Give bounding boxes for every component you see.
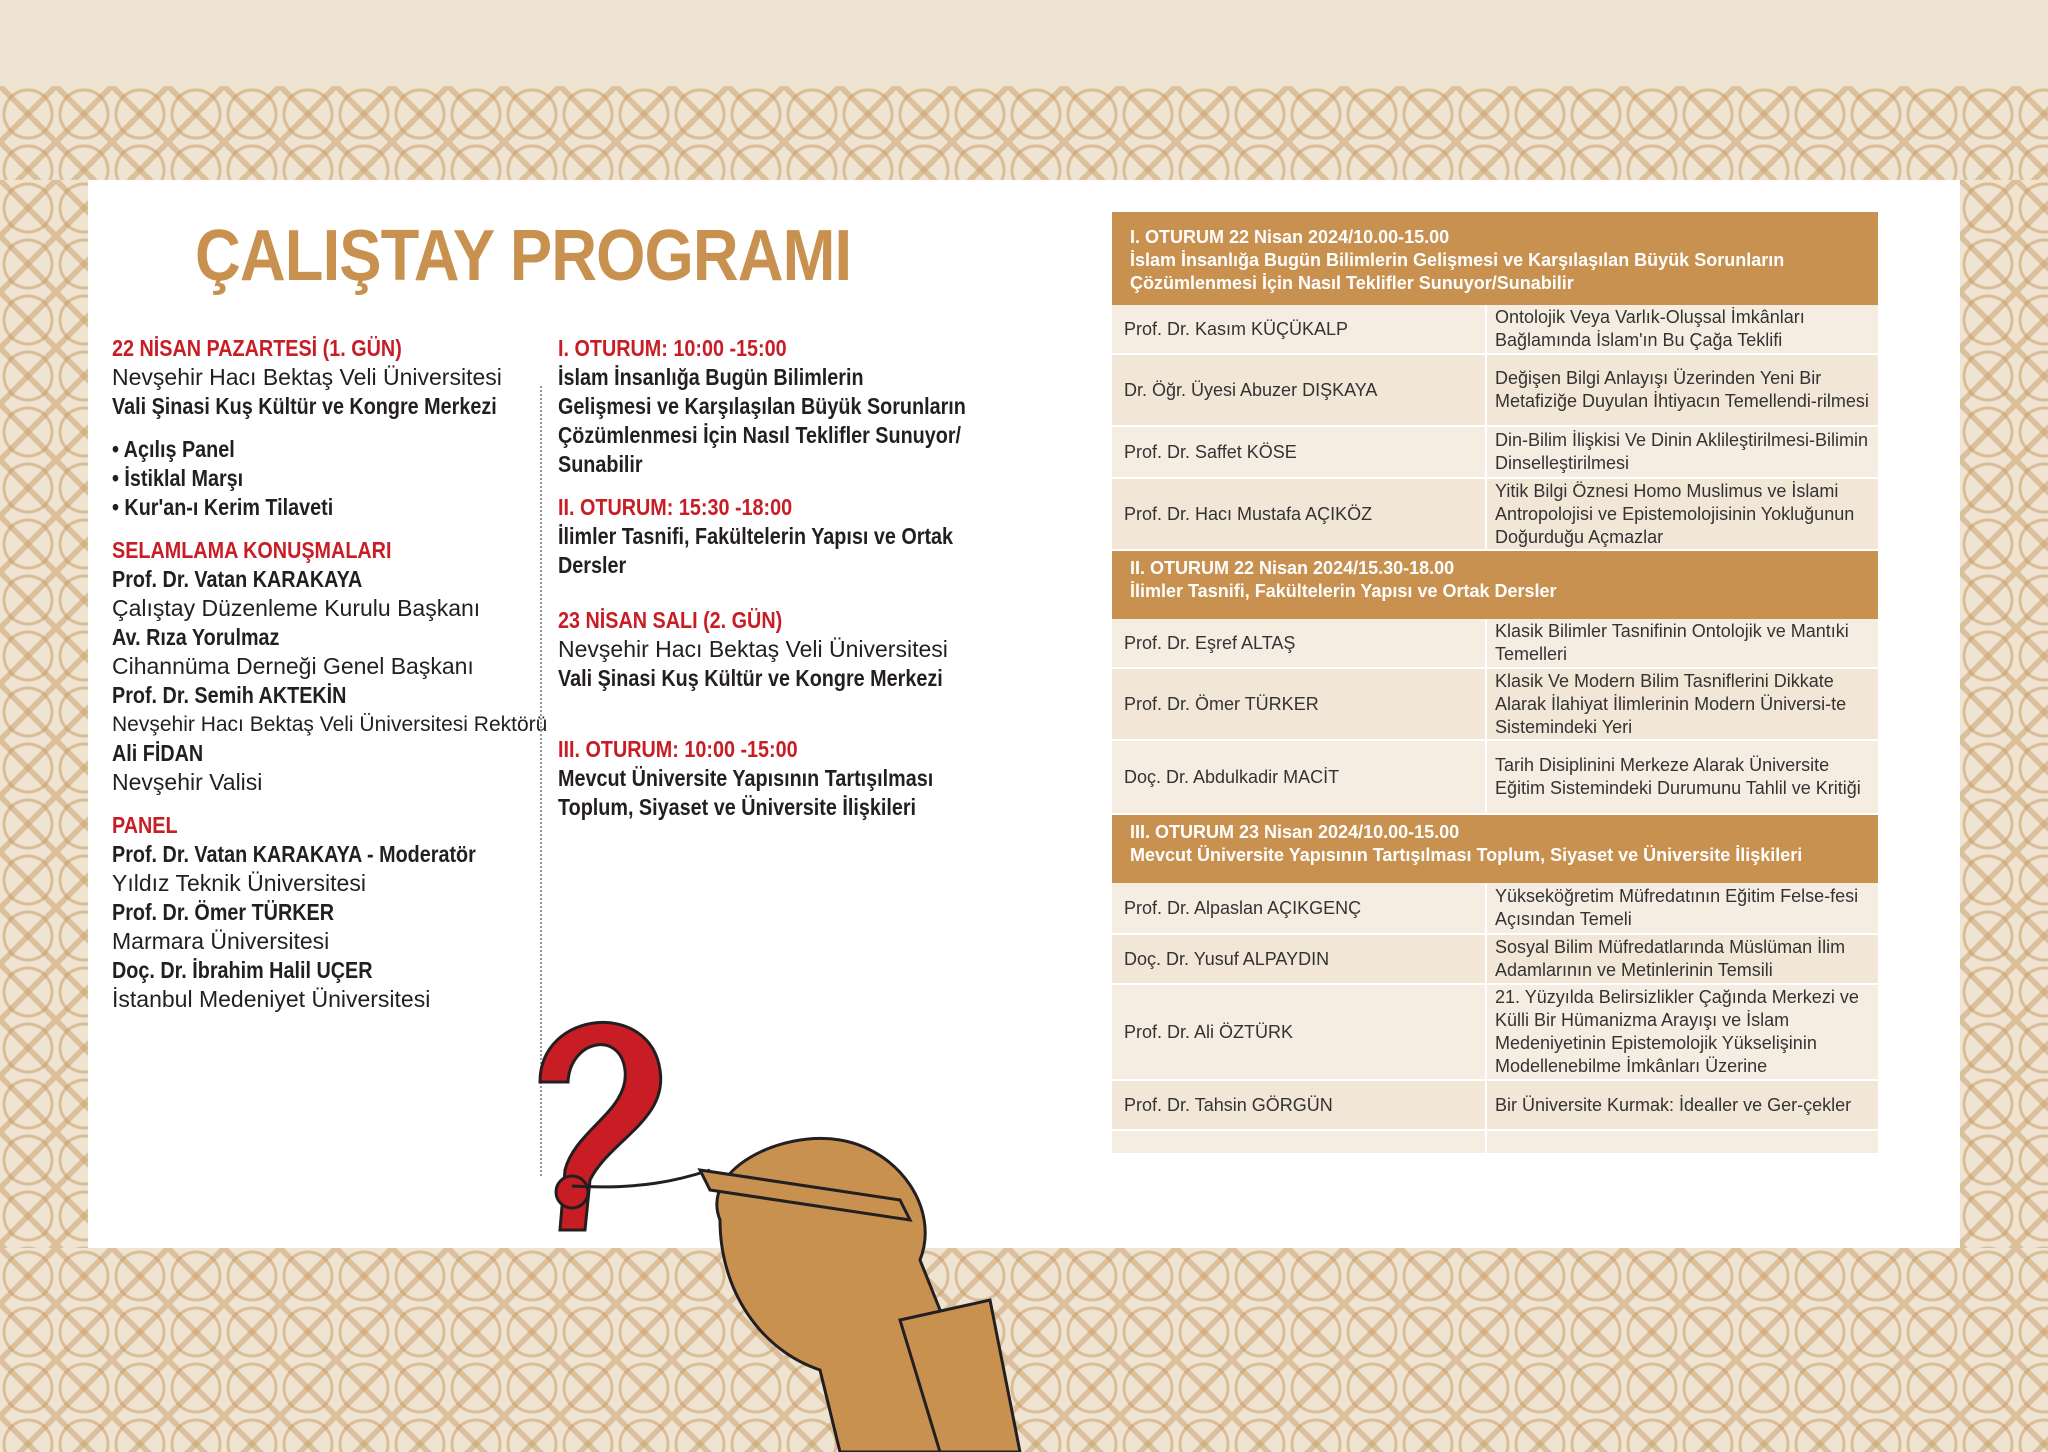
day1-venue-1: Nevşehir Hacı Bektaş Veli Üniversitesi (112, 364, 502, 390)
session-header (1112, 551, 1878, 619)
panelist-name: Prof. Dr. Ömer TÜRKER (112, 899, 335, 925)
speaker-name: Prof. Dr. Hacı Mustafa AÇIKÖZ (1112, 479, 1485, 549)
speaker-name: Av. Rıza Yorulmaz (112, 624, 280, 650)
table-row (1112, 427, 1878, 479)
speaker-role: Çalıştay Düzenleme Kurulu Başkanı (112, 595, 481, 621)
session-header-title: Çözümlenmesi İçin Nasıl Teklifler Sunuyor/Sunabilir (1130, 273, 1574, 293)
sessions-column (558, 334, 978, 822)
session-header-title: İslam İnsanlığa Bugün Bilimlerin Gelişmesi ve Karşılaşılan Büyük Sorunların (1130, 250, 1785, 270)
table-row (1112, 305, 1878, 355)
session-1-line: Gelişmesi ve Karşılaşılan Büyük Sorunların (558, 393, 966, 419)
talk-topic: Din-Bilim İlişkisi Ve Dinin Aklileştirilmesi-Bilimin Dinselleştirilmesi (1485, 427, 1878, 477)
greetings-heading: SELAMLAMA KONUŞMALARI (112, 537, 392, 563)
panelist-name: Doç. Dr. İbrahim Halil UÇER (112, 957, 373, 983)
talk-topic: 21. Yüzyılda Belirsizlikler Çağında Merkezi ve Külli Bir Hümanizma Arayışı ve İslam Medeniyetinin Epistemolojik Yükselişinin Modellenebilme İmkânları Üzerine (1485, 985, 1878, 1079)
session-3-heading: III. OTURUM: 10:00 -15:00 (558, 736, 798, 762)
session-1-line: Sunabilir (558, 451, 643, 477)
speaker-role: Nevşehir Valisi (112, 769, 263, 795)
speaker-name: Dr. Öğr. Üyesi Abuzer DIŞKAYA (1112, 355, 1485, 425)
talk-topic: Değişen Bilgi Anlayışı Üzerinden Yeni Bir Metafiziğe Duyulan İhtiyacın Temellendi-rilmesi (1485, 355, 1878, 425)
speaker-name: Doç. Dr. Abdulkadir MACİT (1112, 741, 1485, 813)
sessions-table (1112, 212, 1878, 1155)
table-row (1112, 985, 1878, 1081)
session-header-title: Mevcut Üniversite Yapısının Tartışılması Toplum, Siyaset ve Üniversite İlişkileri (1130, 845, 1803, 865)
panelist-affiliation: Yıldız Teknik Üniversitesi (112, 870, 366, 896)
talk-topic: Yükseköğretim Müfredatının Eğitim Felse-fesi Açısından Temeli (1485, 883, 1878, 933)
day2-venue-1: Nevşehir Hacı Bektaş Veli Üniversitesi (558, 636, 948, 662)
talk-topic: Klasik Bilimler Tasnifinin Ontolojik ve Mantıki Temelleri (1485, 619, 1878, 667)
speaker-role: Nevşehir Hacı Bektaş Veli Üniversitesi Rektörü (112, 713, 548, 736)
session-3-line: Toplum, Siyaset ve Üniversite İlişkileri (558, 794, 917, 820)
table-row-empty (1112, 1131, 1878, 1155)
talk-topic: Ontolojik Veya Varlık-Oluşsal İmkânları Bağlamında İslam'ın Bu Çağa Teklifi (1485, 305, 1878, 353)
speaker-name: Prof. Dr. Vatan KARAKAYA (112, 566, 363, 592)
session-header (1112, 212, 1878, 305)
hand-drawing-question-mark-icon (520, 990, 1040, 1452)
page-title: ÇALIŞTAY PROGRAMI (195, 216, 852, 296)
day1-column (112, 334, 548, 1014)
session-header (1112, 815, 1878, 883)
speaker-name: Prof. Dr. Ali ÖZTÜRK (1112, 985, 1485, 1079)
session-2-line: İlimler Tasnifi, Fakültelerin Yapısı ve Ortak (558, 523, 954, 549)
talk-topic: Klasik Ve Modern Bilim Tasniflerini Dikkate Alarak İlahiyat İlimlerinin Modern Üniversi-te Sistemindeki Yeri (1485, 669, 1878, 739)
speaker-name: Prof. Dr. Alpaslan AÇIKGENÇ (1112, 883, 1485, 933)
session-2-line: Dersler (558, 552, 627, 578)
talk-topic: Sosyal Bilim Müfredatlarında Müslüman İlim Adamlarının ve Metinlerinin Temsili (1485, 935, 1878, 983)
bullet-item: • Açılış Panel (112, 436, 235, 462)
session-1-heading: I. OTURUM: 10:00 -15:00 (558, 335, 787, 361)
speaker-name: Prof. Dr. Semih AKTEKİN (112, 682, 347, 708)
speaker-name: Prof. Dr. Tahsin GÖRGÜN (1112, 1081, 1485, 1129)
table-row (1112, 883, 1878, 935)
speaker-name: Prof. Dr. Kasım KÜÇÜKALP (1112, 305, 1485, 353)
speaker-name: Prof. Dr. Eşref ALTAŞ (1112, 619, 1485, 667)
day1-heading: 22 NİSAN PAZARTESİ (1. GÜN) (112, 335, 402, 361)
session-2-heading: II. OTURUM: 15:30 -18:00 (558, 494, 793, 520)
session-header-title: İlimler Tasnifi, Fakültelerin Yapısı ve Ortak Dersler (1130, 581, 1557, 601)
decorative-pattern-right (1960, 180, 2048, 1248)
decorative-pattern-left (0, 180, 88, 1248)
session-1-line: İslam İnsanlığa Bugün Bilimlerin (558, 364, 864, 390)
decorative-pattern-top (0, 86, 2048, 180)
table-row (1112, 619, 1878, 669)
talk-topic: Bir Üniversite Kurmak: İdealler ve Ger-çekler (1485, 1081, 1878, 1129)
session-1-line: Çözümlenmesi İçin Nasıl Teklifler Sunuyor/ (558, 422, 962, 448)
table-row (1112, 479, 1878, 551)
day1-venue-2: Vali Şinasi Kuş Kültür ve Kongre Merkezi (112, 393, 497, 419)
empty-cell (1112, 1131, 1485, 1153)
talk-topic: Tarih Disiplinini Merkeze Alarak Üniversite Eğitim Sistemindeki Durumunu Tahlil ve Kritiği (1485, 741, 1878, 813)
table-row (1112, 935, 1878, 985)
session-header-time: II. OTURUM 22 Nisan 2024/15.30-18.00 (1130, 558, 1455, 578)
table-row (1112, 741, 1878, 815)
session-header-time: III. OTURUM 23 Nisan 2024/10.00-15.00 (1130, 822, 1460, 842)
speaker-role: Cihannüma Derneği Genel Başkanı (112, 653, 474, 679)
talk-topic: Yitik Bilgi Öznesi Homo Muslimus ve İslami Antropolojisi ve Epistemolojisinin Yokluğunun Doğurduğu Açmazlar (1485, 479, 1878, 549)
session-header-time: I. OTURUM 22 Nisan 2024/10.00-15.00 (1130, 227, 1450, 247)
panelist-affiliation: Marmara Üniversitesi (112, 928, 330, 954)
table-row (1112, 669, 1878, 741)
table-row (1112, 355, 1878, 427)
bullet-item: • Kur'an-ı Kerim Tilaveti (112, 494, 334, 520)
empty-cell (1485, 1131, 1878, 1153)
session-3-line: Mevcut Üniversite Yapısının Tartışılması (558, 765, 934, 791)
speaker-name: Prof. Dr. Ömer TÜRKER (1112, 669, 1485, 739)
speaker-name: Doç. Dr. Yusuf ALPAYDIN (1112, 935, 1485, 983)
panelist-affiliation: İstanbul Medeniyet Üniversitesi (112, 986, 431, 1012)
table-row (1112, 1081, 1878, 1131)
bullet-item: • İstiklal Marşı (112, 465, 244, 491)
speaker-name: Ali FİDAN (112, 740, 204, 766)
panel-heading: PANEL (112, 812, 178, 838)
day2-venue-2: Vali Şinasi Kuş Kültür ve Kongre Merkezi (558, 665, 943, 691)
speaker-name: Prof. Dr. Saffet KÖSE (1112, 427, 1485, 477)
panelist-name: Prof. Dr. Vatan KARAKAYA - Moderatör (112, 841, 476, 867)
day2-heading: 23 NİSAN SALI (2. GÜN) (558, 607, 783, 633)
